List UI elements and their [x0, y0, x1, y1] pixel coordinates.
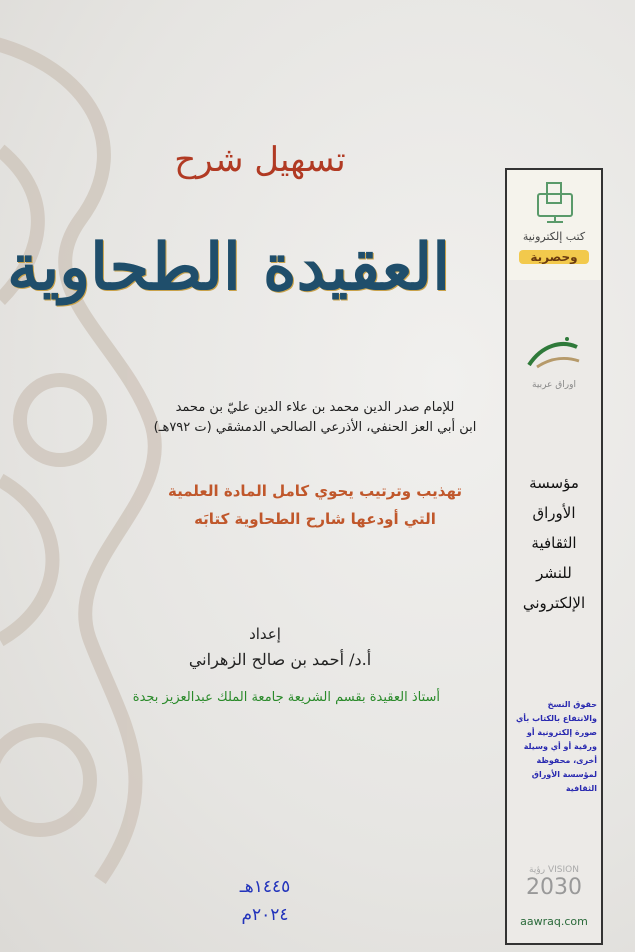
- vision-label: VISION رؤية: [529, 865, 579, 875]
- computer-book-icon: [535, 180, 575, 225]
- website-link[interactable]: aawraq.com: [520, 915, 588, 928]
- gregorian-year: ٢٠٢٤م: [241, 905, 289, 925]
- prepared-by-label: إعداد: [249, 625, 281, 643]
- awraq-logo-text: اوراق عربية: [532, 380, 576, 390]
- author-line-1: للإمام صدر الدين محمد بن علاء الدين عليّ بن محمد: [175, 400, 455, 415]
- publisher-name-2: الأوراق: [532, 504, 576, 522]
- publisher-name-5: الإلكتروني: [522, 594, 586, 612]
- author-line-2: ابن أبي العز الحنفي، الأذرعي الصالحي الدمشقي (ت ٧٩٢هـ): [153, 420, 477, 435]
- vision-2030-logo: 2030: [526, 875, 582, 900]
- publisher-name-3: الثقافية: [531, 534, 577, 552]
- book-subtitle: تسهيل شرح: [174, 140, 346, 180]
- ebooks-label: كتب إلكترونية: [522, 230, 586, 243]
- copyright-notice: حقوق النسخ والانتفاع بالكتاب بأي صورة إلكترونية أو ورقية أو أي وسيلة أخرى، محفوظة لمؤسسة الأوراق الثقافية: [515, 700, 597, 793]
- ebooks-badge: [507, 170, 601, 280]
- editor-affiliation: أستاذ العقيدة بقسم الشريعة جامعة الملك عبدالعزيز بجدة: [132, 690, 440, 705]
- exclusive-label: وحصرية: [519, 250, 589, 264]
- awraq-logo-icon: [527, 335, 582, 370]
- description-line-2: التي أودعها شارح الطحاوية كتابَه: [194, 510, 436, 528]
- publisher-sidebar: [505, 168, 603, 945]
- publisher-name-4: للنشر: [536, 564, 572, 582]
- description-line-1: تهذيب وترتيب يحوي كامل المادة العلمية: [167, 482, 463, 500]
- publisher-name-1: مؤسسة: [529, 474, 579, 492]
- hijri-year: ١٤٤٥هـ: [239, 877, 291, 897]
- editor-name: أ.د/ أحمد بن صالح الزهراني: [188, 650, 372, 669]
- book-title: العقيدة الطحاوية: [7, 230, 450, 305]
